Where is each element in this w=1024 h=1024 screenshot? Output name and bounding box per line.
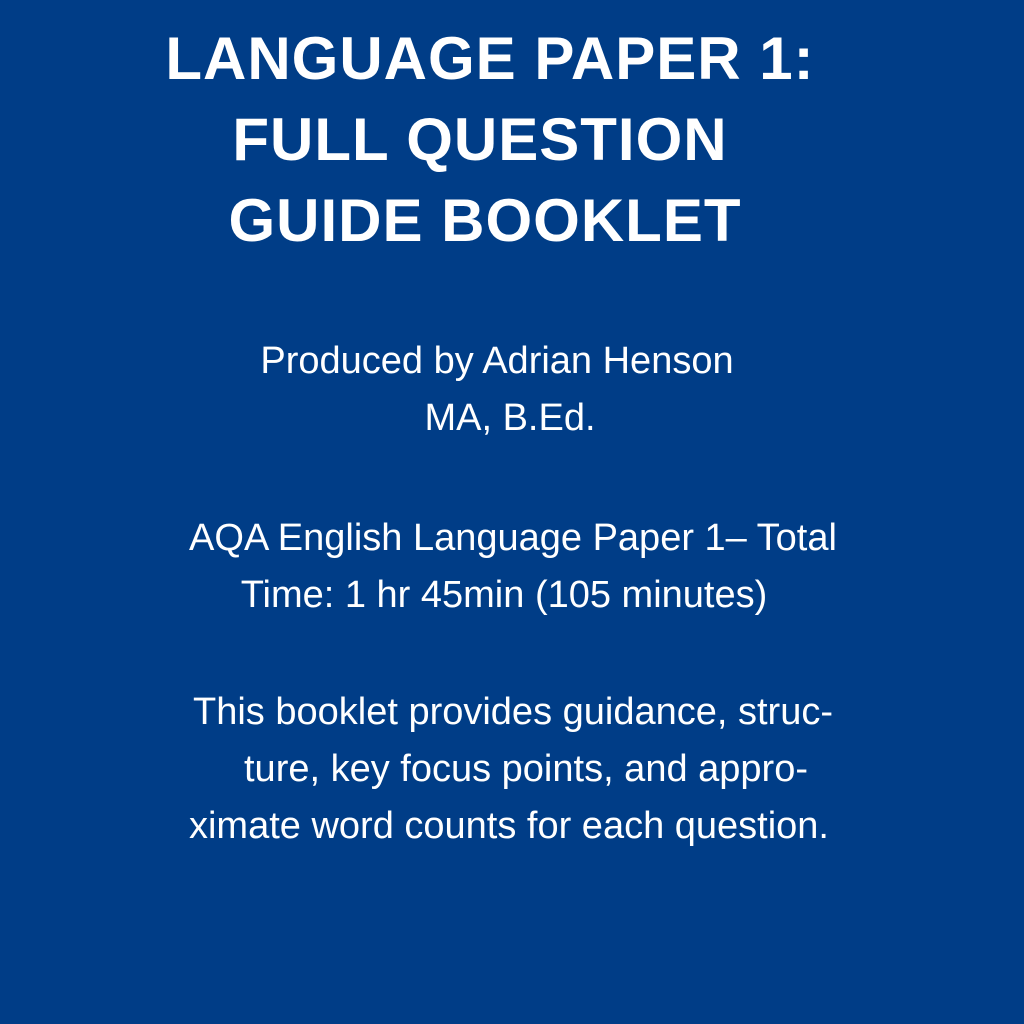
booklet-description: [0, 684, 1024, 855]
description-line-2: ture, key focus points, and appro-: [244, 748, 808, 790]
title-line-3: GUIDE BOOKLET: [228, 187, 742, 254]
exam-name-line: AQA English Language Paper 1– Total: [189, 517, 837, 559]
title-line-2: FULL QUESTION: [232, 106, 728, 173]
author-line: Produced by Adrian Henson: [260, 340, 734, 382]
description-line-3: ximate word counts for each question.: [188, 805, 829, 847]
description-line-1: This booklet provides guidance, struc-: [193, 691, 833, 733]
author-qualifications: MA, B.Ed.: [424, 397, 596, 439]
cover-title: [0, 18, 1024, 261]
title-line-1: LANGUAGE PAPER 1:: [165, 25, 815, 92]
exam-time-line: Time: 1 hr 45min (105 minutes): [240, 574, 768, 616]
exam-timing: [0, 510, 1024, 624]
author-credit: [0, 333, 1024, 447]
